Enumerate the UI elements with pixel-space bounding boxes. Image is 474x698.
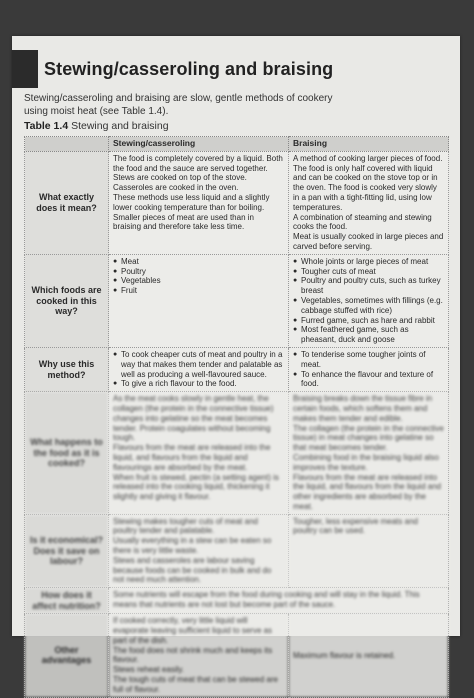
list-item: ● Most feathered game, such as pheasant, duck and goose [293, 325, 444, 345]
table-caption-label: Table 1.4 [24, 120, 69, 132]
section-header [12, 50, 460, 88]
row-heading: Other advantages [25, 614, 109, 697]
table-row [25, 392, 449, 515]
row-heading: How does it affect nutrition? [25, 588, 109, 614]
table-header-row [25, 137, 449, 152]
cell-line: Maximum flavour is retained. [293, 650, 396, 660]
cell-line: Flavours from the meat are released into the liquid, and flavours from the liquid and other ingredients are absorbed by the meat. [293, 472, 442, 511]
header-tab-marker [12, 50, 38, 88]
row-heading: What exactly does it mean? [25, 151, 109, 254]
table-cell [109, 347, 289, 391]
cell-line: The tough cuts of meat that can be stewed are full of flavour. [113, 675, 278, 694]
list-item: ● Poultry [113, 267, 284, 277]
list-item: ● Furred game, such as hare and rabbit [293, 316, 444, 326]
header-braising: Braising [289, 137, 449, 152]
table-row [25, 254, 449, 347]
cell-line: A combination of steaming and stewing cooks the food. [293, 212, 432, 232]
header-stewing: Stewing/casseroling [109, 137, 289, 152]
document-page [12, 36, 460, 694]
cell-line: Flavours from the meat are released into the liquid, and flavours from the liquid and flavourings are absorbed by the meat. [113, 443, 271, 472]
table-row [25, 614, 449, 697]
cell-line: Stews and casseroles are labour saving because foods can be cooked in bulk and do not need much attention. [113, 555, 272, 585]
cell-line: A method of cooking larger pieces of food. The food is only half covered with liquid and can be cooked on the stove top or in the oven. The food is cooked very slowly in a pan with a tight-fitting lid, using low temperatures. [293, 153, 443, 212]
cell-line: When fruit is stewed, pectin (a setting agent) is released into the cooking liquid, thickening it slightly and giving it flavour. [113, 472, 279, 502]
list-item: ● Tougher cuts of meat [293, 267, 444, 277]
table-cell [109, 151, 289, 254]
cell-line: The collagen (the protein in the connective tissue) in meat changes into gelatine so that meat becomes tender. [293, 423, 444, 453]
table-cell [109, 392, 289, 515]
table-row [25, 151, 449, 254]
cell-line: Tougher, less expensive meats and poultry can be used. [293, 516, 418, 536]
page-title: Stewing/casseroling and braising [44, 58, 334, 79]
list-item: ● To give a rich flavour to the food. [113, 379, 284, 389]
cell-line: Meat is usually cooked in large pieces and carved before serving. [293, 232, 444, 251]
table-cell [289, 347, 449, 391]
cell-line: Stews are cooked on top of the stove. [113, 173, 247, 183]
intro-line-1: Stewing/casseroling and braising are slow, gentle methods of cookery [24, 93, 333, 104]
cell-line: Usually everything in a stew can be eaten so there is very little waste. [113, 536, 272, 556]
table-cell [289, 614, 449, 697]
row-heading: What happens to the food as it is cooked? [25, 392, 109, 515]
row-heading: Which foods are cooked in this way? [25, 254, 109, 347]
table-caption [24, 120, 169, 132]
cell-line: Braising breaks down the tissue fibre in certain foods, which softens them and makes them tender and edible. [293, 394, 433, 423]
cell-line: Stews reheat easily. [113, 665, 184, 675]
table-cell [289, 514, 449, 588]
comparison-table [24, 136, 449, 698]
table-row [25, 347, 449, 391]
list-item: ● Vegetables, sometimes with fillings (e.g. cabbage stuffed with rice) [293, 296, 444, 316]
header-blank [25, 137, 109, 152]
list-item: ● To tenderise some tougher joints of meat. [293, 350, 444, 370]
list-item: ● Poultry and poultry cuts, such as turkey breast [293, 276, 444, 296]
table-row [25, 588, 449, 614]
table-cell [289, 254, 449, 347]
cell-line: As the meat cooks slowly in gentle heat, the collagen (the protein in the connective tissue) changes into gelatine so the meat becomes tender. Protein coagulates without becoming tough. [113, 394, 274, 443]
row-heading: Is it economical? Does it save on labour? [25, 514, 109, 588]
cell-line: The food does not shrink much and keeps its flavour. [113, 645, 273, 665]
cell-line: Stewing makes tougher cuts of meat and poultry tender and palatable. [113, 516, 258, 536]
list-item: ● Meat [113, 257, 284, 267]
intro-line-2: using moist heat (see Table 1.4). [24, 106, 169, 117]
table-cell [109, 254, 289, 347]
list-item: ● To cook cheaper cuts of meat and poultry in a way that makes them tender and palatable as well as producing a well-flavoured sauce. [113, 350, 284, 379]
cell-line: These methods use less liquid and a slightly lower cooking temperature than for boiling. [113, 192, 270, 212]
cell-line: The food is completely covered by a liquid. Both the food and the sauce are served together. [113, 153, 283, 173]
table-caption-text: Stewing and braising [71, 120, 169, 132]
list-item: ● Vegetables [113, 276, 284, 286]
table-row [25, 514, 449, 588]
table-cell: Some nutrients will escape from the food during cooking and will stay in the liquid. This means that nutrients are not lost but become part of the sauce. [109, 588, 449, 614]
cell-line: Casseroles are cooked in the oven. [113, 183, 239, 193]
cell-line: Smaller pieces of meat are used than in braising and therefore take less time. [113, 212, 254, 232]
table-cell [109, 514, 289, 588]
list-item: ● To enhance the flavour and texture of food. [293, 370, 444, 390]
cell-line: Combining food in the braising liquid also improves the texture. [293, 452, 439, 472]
table-cell [109, 614, 289, 697]
intro-paragraph [24, 92, 444, 118]
row-heading: Why use this method? [25, 347, 109, 391]
table-cell [289, 151, 449, 254]
list-item: ● Fruit [113, 286, 284, 296]
table-cell [289, 392, 449, 515]
cell-line: If cooked correctly, very little liquid will evaporate leaving sufficient liquid to serve as part of the dish. [113, 616, 273, 645]
list-item: ● Whole joints or large pieces of meat [293, 257, 444, 267]
